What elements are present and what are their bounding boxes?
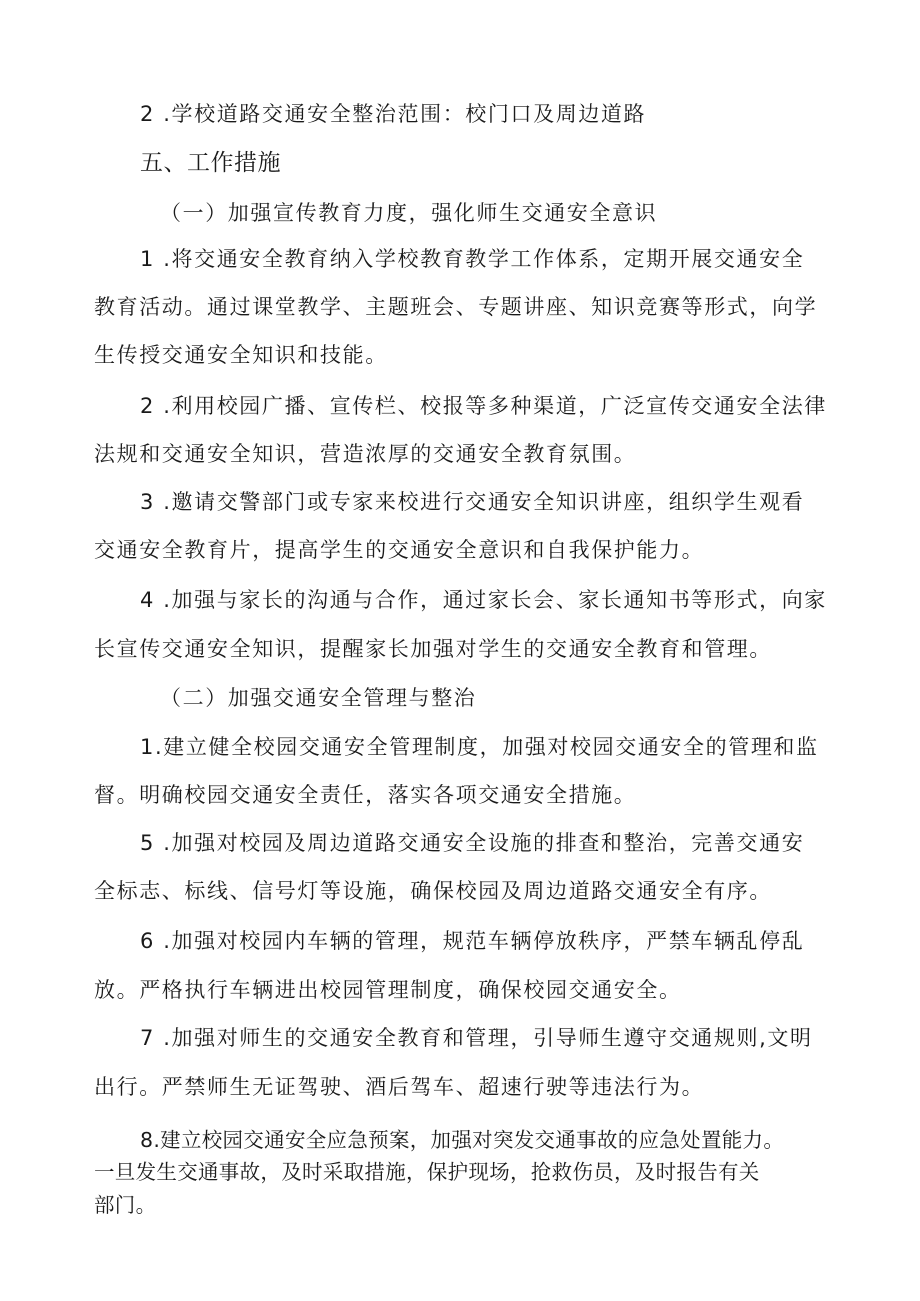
paragraph-line: 2 .利用校园广播、宣传栏、校报等多种渠道，广泛宣传交通安全法律 (140, 394, 827, 418)
paragraph-line: 长宣传交通安全知识，提醒家长加强对学生的交通安全教育和管理。 (94, 637, 772, 661)
paragraph-line: 1.建立健全校园交通安全管理制度，加强对校园交通安全的管理和监 (140, 735, 819, 759)
paragraph-line: 一旦发生交通事故，及时采取措施，保护现场，抢救伤员，及时报告有关 (94, 1160, 760, 1184)
paragraph-line: 7 .加强对师生的交通安全教育和管理，引导师生遵守交通规则,文明 (140, 1026, 813, 1050)
paragraph-line: 法规和交通安全知识，营造浓厚的交通安全教育氛围。 (94, 442, 637, 466)
section-heading-measures: 五、工作措施 (140, 150, 281, 176)
paragraph-line: 生传授交通安全知识和技能。 (94, 343, 388, 367)
paragraph-line: 全标志、标线、信号灯等设施，确保校园及周边道路交通安全有序。 (94, 879, 772, 903)
paragraph-line: 8.建立校园交通安全应急预案，加强对突发交通事故的应急处置能力。 (140, 1128, 785, 1152)
subsection-heading-1: （一）加强宣传教育力度，强化师生交通安全意识 (160, 201, 658, 225)
paragraph-line: 6 .加强对校园内车辆的管理，规范车辆停放秩序，严禁车辆乱停乱 (140, 929, 805, 953)
paragraph-line: 部门。 (94, 1193, 157, 1217)
paragraph-line: 5 .加强对校园及周边道路交通安全设施的排查和整治，完善交通安 (140, 831, 805, 855)
paragraph-line: 放。严格执行车辆进出校园管理制度，确保校园交通安全。 (94, 978, 682, 1002)
paragraph-line: 出行。严禁师生无证驾驶、酒后驾车、超速行驶等违法行为。 (94, 1075, 705, 1099)
item-2-scope: 2 .学校道路交通安全整治范围：校门口及周边道路 (140, 102, 647, 126)
paragraph-line: 4 .加强与家长的沟通与合作，通过家长会、家长通知书等形式，向家 (140, 588, 827, 612)
paragraph-line: 教育活动。通过课堂教学、主题班会、专题讲座、知识竞赛等形式，向学 (94, 295, 818, 319)
paragraph-line: 督。明确校园交通安全责任，落实各项交通安全措施。 (94, 783, 637, 807)
paragraph-line: 3 .邀请交警部门或专家来校进行交通安全知识讲座，组织学生观看 (140, 490, 805, 514)
paragraph-line: 1 .将交通安全教育纳入学校教育教学工作体系，定期开展交通安全 (140, 247, 805, 271)
subsection-heading-2: （二）加强交通安全管理与整治 (160, 686, 477, 710)
paragraph-line: 交通安全教育片，提高学生的交通安全意识和自我保护能力。 (94, 538, 705, 562)
